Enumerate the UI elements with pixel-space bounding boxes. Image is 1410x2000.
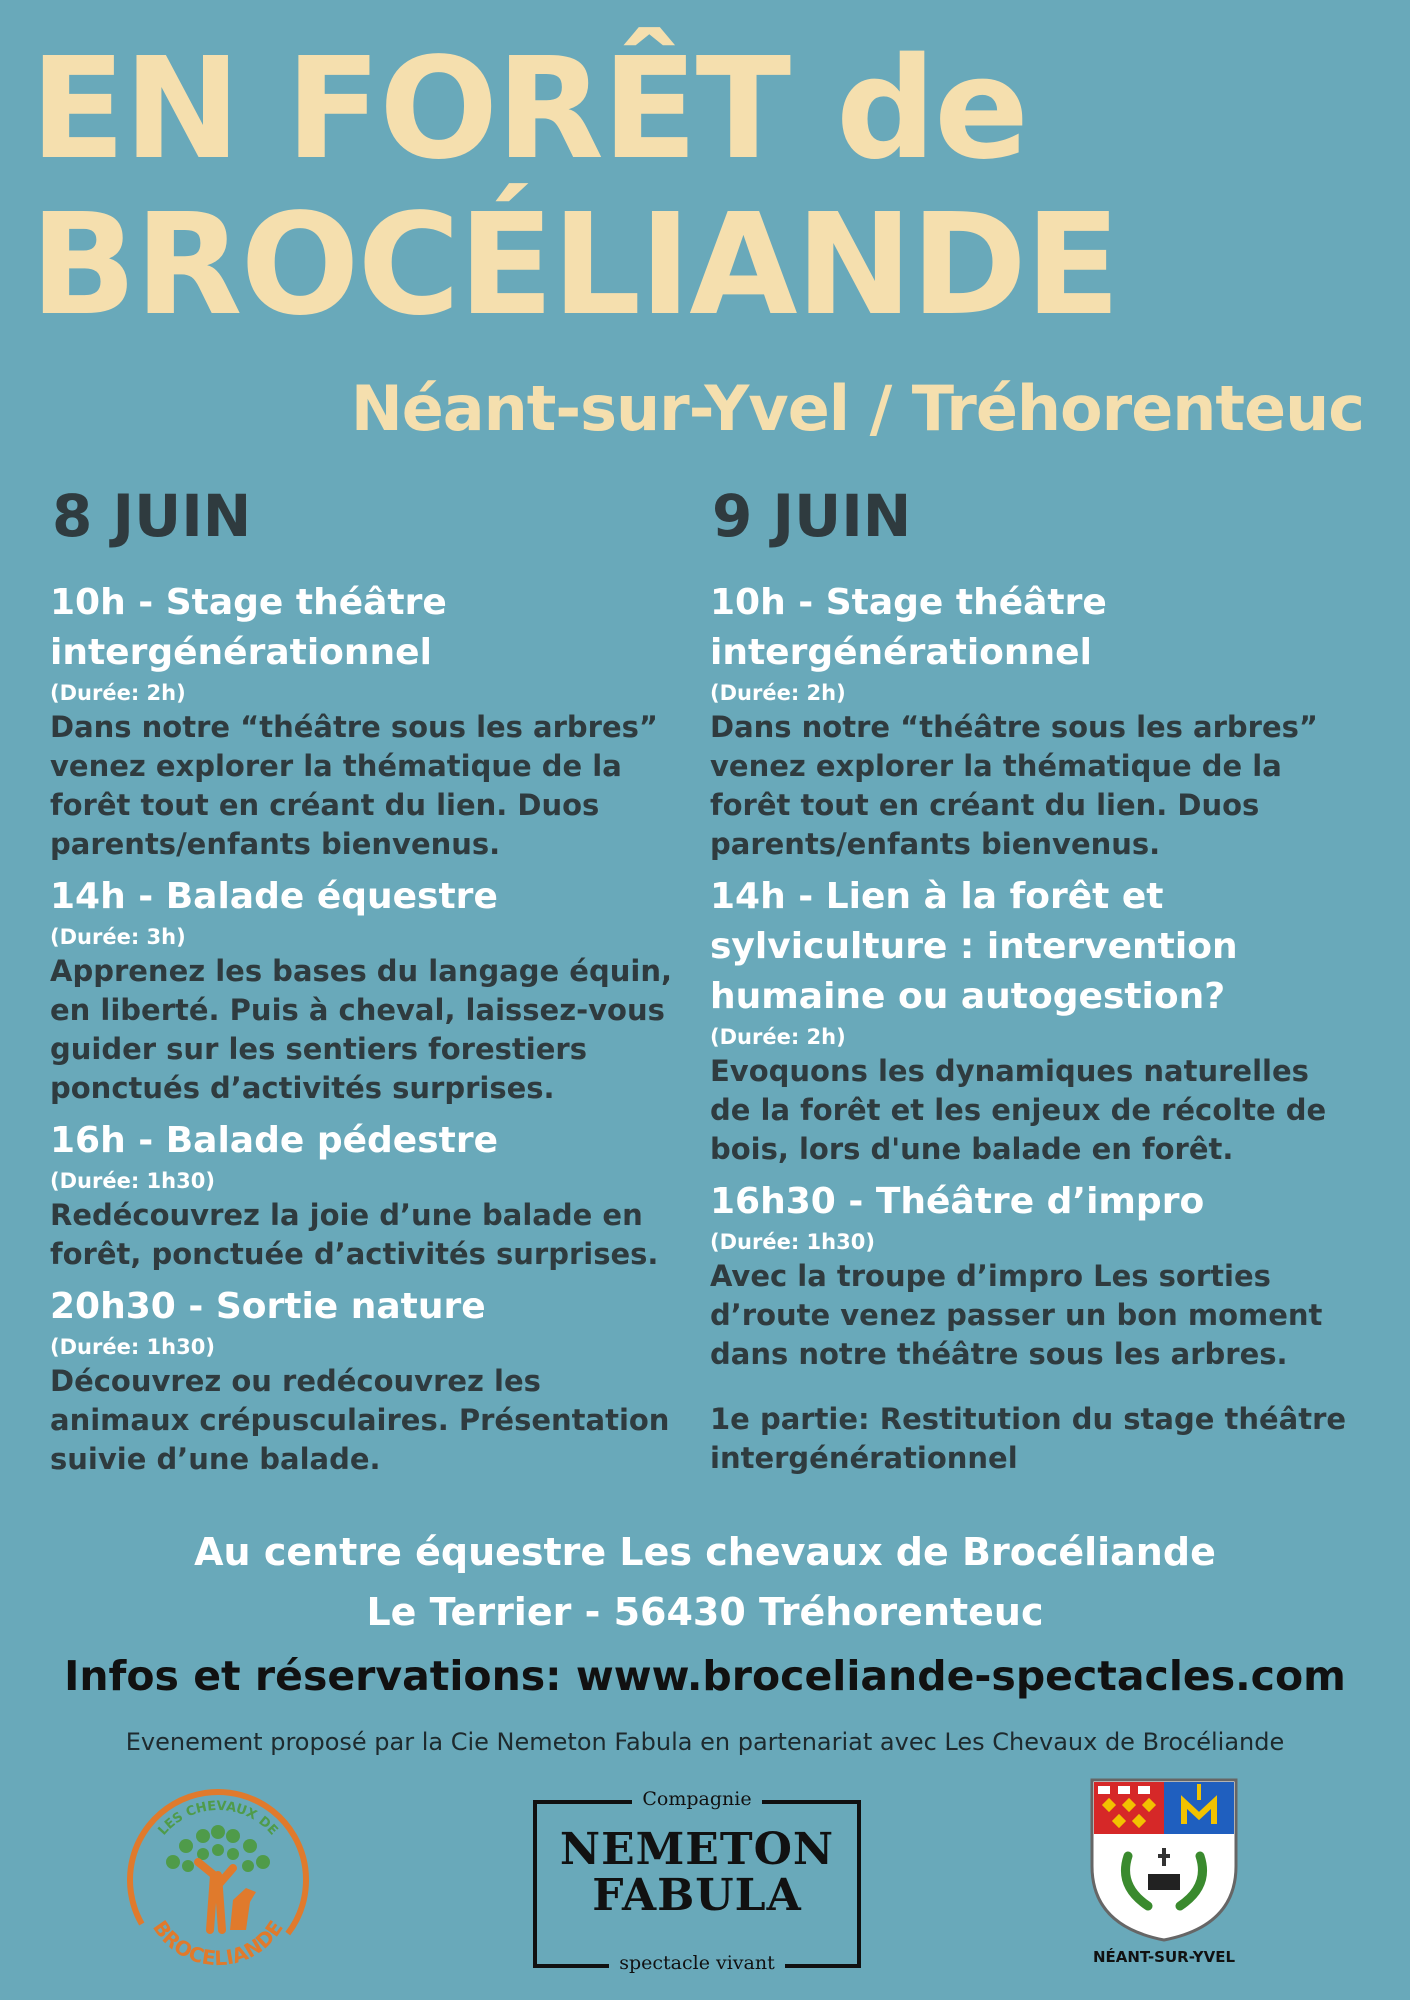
neant-sur-yvel-crest [1088, 1776, 1240, 1976]
event-title: 16h - Balade pédestre [50, 1120, 498, 1161]
event-description: Dans notre “théâtre sous les arbres” venez explorer la thématique de la forêt tout en créant du lien. Duos parents/enfants bienvenus. [50, 710, 658, 861]
event-item [50, 578, 690, 864]
chevaux-broceliande-logo [118, 1780, 318, 1980]
event-description: Redécouvrez la joie d’une balade en forêt, ponctuée d’activités surprises. [50, 1198, 659, 1271]
nemeton-fabula-logo [533, 1788, 861, 1974]
event-description: Apprenez les bases du langage équin, en liberté. Puis à cheval, laissez-vous guider sur les sentiers forestiers ponctués d’activités surprises. [50, 954, 672, 1105]
event-item [50, 1116, 690, 1274]
event-description: Découvrez ou redécouvrez les animaux crépusculaires. Présentation suivie d’une balade. [50, 1364, 670, 1476]
horse-tree-icon [118, 1780, 318, 1980]
event-title: 10h - Stage théâtre intergénérationnel [710, 582, 1107, 673]
day-2-schedule [710, 578, 1350, 1478]
title-line-1: EN FORÊT de [30, 28, 1028, 191]
title-line-2: BROCÉLIANDE [30, 184, 1119, 347]
logo-bottom-text: BROCELIANDE [148, 1915, 288, 1971]
event-item [710, 872, 1350, 1169]
event-description: Dans notre “théâtre sous les arbres” venez explorer la thématique de la forêt tout en créant du lien. Duos parents/enfants bienvenus. [710, 710, 1318, 861]
event-title: 14h - Balade équestre [50, 876, 498, 917]
logo-top-text: Compagnie [632, 1788, 761, 1810]
event-item [710, 1177, 1350, 1374]
day-heading-2: 9 JUIN [712, 482, 912, 550]
event-duration: (Durée: 2h) [710, 681, 846, 705]
event-item [50, 1282, 690, 1479]
reservation-info: Infos et réservations: www.broceliande-spectacles.com [64, 1652, 1346, 1700]
logo-bottom-text: spectacle vivant [609, 1952, 785, 1974]
event-note: 1e partie: Restitution du stage théâtre intergénérationnel [710, 1402, 1347, 1475]
coat-of-arms-icon [1088, 1776, 1240, 1944]
event-description: Evoquons les dynamiques naturelles de la forêt et les enjeux de récolte de bois, lors d'une balade en forêt. [710, 1054, 1327, 1166]
event-duration: (Durée: 3h) [50, 925, 186, 949]
event-title: 14h - Lien à la forêt et sylviculture : intervention humaine ou autogestion? [710, 876, 1238, 1017]
event-description: Avec la troupe d’impro Les sorties d’route venez passer un bon moment dans notre théâtre sous les arbres. [710, 1259, 1323, 1371]
logo-line-1: NEMETON [559, 1824, 835, 1875]
event-item [50, 872, 690, 1108]
day-heading-1: 8 JUIN [52, 482, 252, 550]
event-title: 10h - Stage théâtre intergénérationnel [50, 582, 447, 673]
event-duration: (Durée: 2h) [710, 1025, 846, 1049]
event-title: 16h30 - Théâtre d’impro [710, 1181, 1205, 1222]
event-item [710, 578, 1350, 864]
event-title: 20h30 - Sortie nature [50, 1286, 486, 1327]
day-1-schedule [50, 578, 690, 1487]
venue-address: Le Terrier - 56430 Tréhorenteuc [366, 1590, 1044, 1634]
subtitle-locations: Néant-sur-Yvel / Tréhorenteuc [350, 372, 1364, 445]
event-duration: (Durée: 2h) [50, 681, 186, 705]
logo-line-2: FABULA [592, 1870, 802, 1921]
logo-arc-text: LES CHEVAUX DE [155, 1798, 281, 1839]
venue-name: Au centre équestre Les chevaux de Brocéliande [194, 1530, 1216, 1574]
event-duration: (Durée: 1h30) [50, 1169, 215, 1193]
event-duration: (Durée: 1h30) [710, 1230, 875, 1254]
partner-credit: Evenement proposé par la Cie Nemeton Fabula en partenariat avec Les Chevaux de Brocéliande [125, 1728, 1285, 1756]
event-duration: (Durée: 1h30) [50, 1335, 215, 1359]
crest-caption: NÉANT-SUR-YVEL [1092, 1948, 1236, 1966]
